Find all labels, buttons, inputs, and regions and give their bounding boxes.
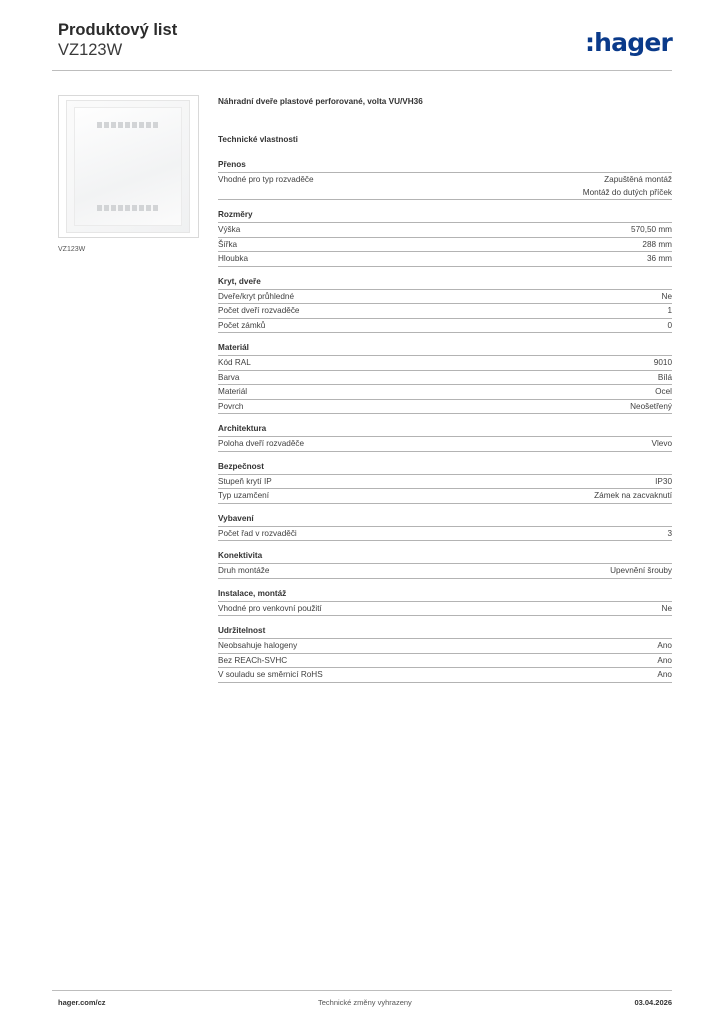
section-title: Udržitelnost [218,626,266,635]
door-panel-illustration [66,100,190,233]
spec-value: 570,50 mm [631,225,672,234]
spec-value: Ano [657,655,672,665]
spec-row [218,638,672,653]
spec-row [218,355,672,370]
spec-label: Počet dveří rozvaděče [218,306,300,315]
spec-label: Počet řad v rozvaděči [218,528,297,538]
spec-section [218,512,672,542]
tech-specs-heading: Technické vlastnosti [218,135,298,144]
spec-row [218,563,672,579]
spec-row [218,172,672,200]
section-title: Přenos [218,160,246,169]
spec-row [218,488,672,504]
hager-logo: :hager [584,28,672,57]
spec-row [218,251,672,267]
spec-row [218,303,672,318]
spec-value: 1 [667,306,672,315]
spec-section [218,341,672,414]
spec-label: Druh montáže [218,566,270,575]
spec-value: Ano [657,641,672,650]
spec-label: Kód RAL [218,358,251,367]
spec-value: Ano [657,670,672,679]
product-details [218,95,672,683]
spec-row [218,289,672,304]
spec-label: Barva [218,372,240,382]
spec-value: Upevnění šrouby [610,566,672,575]
spec-row [218,436,672,452]
spec-row [218,601,672,617]
spec-value: Ne [661,603,672,613]
spec-row [218,384,672,399]
spec-section [218,158,672,200]
spec-section [218,587,672,617]
section-title: Kryt, dveře [218,276,261,286]
spec-row [218,237,672,252]
spec-row [218,653,672,668]
spec-label: Šířka [218,239,238,249]
spec-label: V souladu se směrnicí RoHS [218,670,323,679]
footer-note: Technické změny vyhrazeny [318,998,412,1007]
spec-row [218,370,672,385]
footer-divider [52,990,672,991]
spec-value: Ocel [655,387,672,396]
door-inner-panel [74,107,182,226]
section-title: Vybavení [218,513,254,523]
spec-label: Dveře/kryt průhledné [218,291,294,301]
spec-value: 9010 [653,358,672,367]
spec-row [218,222,672,237]
spec-label: Neobsahuje halogeny [218,641,298,650]
spec-label: Poloha dveří rozvaděče [218,439,305,448]
spec-label: Materiál [218,387,248,396]
spec-sections [218,158,672,683]
spec-value: Zapuštěná montáž Montáž do dutých příček [582,175,672,197]
product-image-caption: VZ123W [58,246,86,253]
spec-value: 0 [667,320,672,330]
section-title: Instalace, montáž [218,588,287,598]
spec-row [218,399,672,415]
spec-section [218,460,672,504]
spec-label: Typ uzamčení [218,491,269,500]
footer-date: 03.04.2026 [634,998,672,1007]
product-name: Náhradní dveře plastové perforované, volta VU/VH36 [218,97,423,106]
spec-value: 3 [667,528,672,538]
spec-value: Bílá [657,372,672,382]
spec-label: Počet zámků [218,320,266,330]
spec-row [218,474,672,489]
product-code: VZ123W [58,41,123,59]
spec-section [218,208,672,267]
spec-label: Povrch [218,401,244,411]
spec-value: 288 mm [642,239,672,249]
spec-label: Vhodné pro venkovní použití [218,603,322,613]
page-header [58,20,672,68]
spec-value: Neošetřený [630,401,672,411]
section-title: Architektura [218,424,267,433]
spec-label: Hloubka [218,254,249,263]
section-title: Konektivita [218,551,263,560]
spec-value: IP30 [655,476,672,486]
section-title: Rozměry [218,210,253,219]
vent-slots-bottom [97,205,159,211]
spec-label: Vhodné pro typ rozvaděče [218,175,314,184]
spec-row [218,318,672,334]
section-title: Materiál [218,343,249,352]
spec-value: Zámek na zacvaknutí [594,491,672,500]
spec-row [218,526,672,542]
footer-website: hager.com/cz [58,998,106,1007]
spec-label: Výška [218,225,241,234]
vent-slots-top [97,122,159,128]
spec-label: Stupeň krytí IP [218,476,272,486]
spec-label: Bez REACh-SVHC [218,655,288,665]
spec-value: Ne [661,291,672,301]
document-title: Produktový list [58,21,178,39]
header-divider [52,70,672,71]
spec-value: 36 mm [646,254,672,263]
spec-section [218,422,672,452]
spec-section [218,549,672,579]
section-title: Bezpečnost [218,461,264,471]
spec-row [218,667,672,683]
spec-section [218,275,672,334]
spec-value: Vlevo [651,439,672,448]
product-image [58,95,199,238]
spec-section [218,624,672,683]
